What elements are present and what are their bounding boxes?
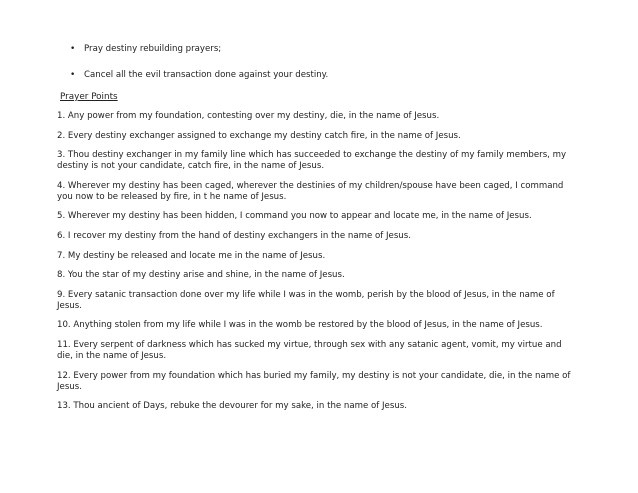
bullet-text: Cancel all the evil transaction done against your destiny. <box>84 70 329 80</box>
bullet-item <box>70 44 328 55</box>
prayer-point: 7. My destiny be released and locate me in the name of Jesus. <box>57 250 326 261</box>
prayer-point: 3. Thou destiny exchanger in my family line which has succeeded to exchange the destiny of my family members, my destiny is not your candidate, catch fire, in the name of Jesus. <box>57 150 567 172</box>
prayer-point: 10. Anything stolen from my life while I was in the womb be restored by the blood of Jesus, in the name of Jesus. <box>57 320 543 331</box>
prayer-point: 8. You the star of my destiny arise and shine, in the name of Jesus. <box>57 270 345 281</box>
prayer-point: 5. Wherever my destiny has been hidden, I command you now to appear and locate me, in the name of Jesus. <box>57 211 532 222</box>
bullet-item <box>70 70 328 81</box>
bullet-icon: • <box>70 70 76 80</box>
prayer-point: 4. Wherever my destiny has been caged, wherever the destinies of my children/spouse have been caged, I command you now to be released by fire, in t he name of Jesus. <box>57 180 564 202</box>
prayer-point: 2. Every destiny exchanger assigned to exchange my destiny catch fire, in the name of Jesus. <box>57 130 461 141</box>
prayer-point: 13. Thou ancient of Days, rebuke the devourer for my sake, in the name of Jesus. <box>57 401 407 412</box>
prayer-point: 6. I recover my destiny from the hand of destiny exchangers in the name of Jesus. <box>57 230 411 241</box>
prayer-point: 12. Every power from my foundation which has buried my family, my destiny is not your candidate, die, in the name of Jesus. <box>57 370 571 392</box>
prayer-point: 11. Every serpent of darkness which has sucked my virtue, through sex with any satanic agent, vomit, my virtue and die, in the name of Jesus. <box>57 339 562 361</box>
prayer-point: 9. Every satanic transaction done over my life while I was in the womb, perish by the blood of Jesus, in the name of Jesus. <box>57 289 555 311</box>
prayer-point: 1. Any power from my foundation, contesting over my destiny, die, in the name of Jesus. <box>57 111 440 121</box>
section-heading: Prayer Points <box>60 92 118 102</box>
bullet-text: Pray destiny rebuilding prayers; <box>84 44 222 54</box>
bullet-icon: • <box>70 44 76 54</box>
prayer-points-list <box>57 111 577 421</box>
bullet-list <box>70 44 328 96</box>
